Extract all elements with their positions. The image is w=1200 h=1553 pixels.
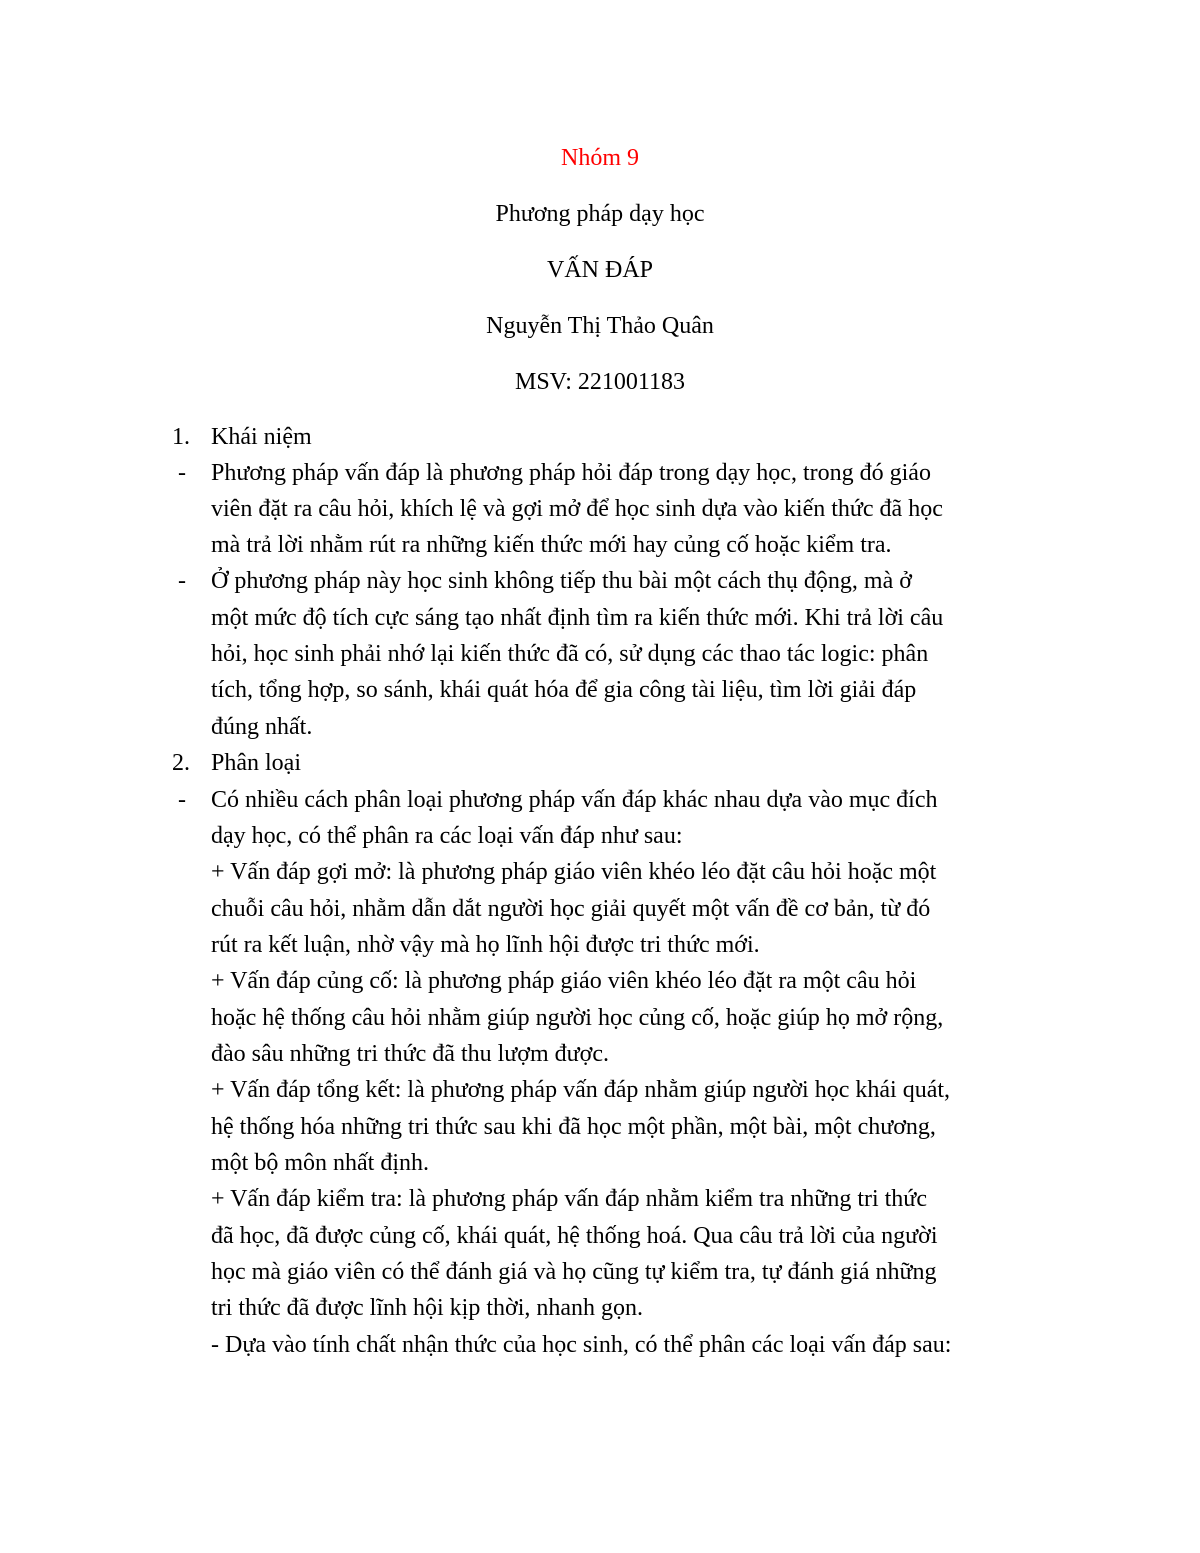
section2-p1-line: - Dựa vào tính chất nhận thức của học sinh, có thể phân các loại vấn đáp sau: [211,1332,952,1358]
section2-p1-line: chuỗi câu hỏi, nhằm dẫn dắt người học giải quyết một vấn đề cơ bản, từ đó [211,896,931,922]
section1-p2-line: tích, tổng hợp, so sánh, khái quát hóa để gia công tài liệu, tìm lời giải đáp [211,677,917,703]
section2-p1-line: + Vấn đáp củng cố: là phương pháp giáo viên khéo léo đặt ra một câu hỏi [211,968,917,994]
author-name: Nguyễn Thị Thảo Quân [486,313,714,339]
section1-p2-line: hỏi, học sinh phải nhớ lại kiến thức đã có, sử dụng các thao tác logic: phân [211,641,929,667]
section2-p1-line: Có nhiều cách phân loại phương pháp vấn đáp khác nhau dựa vào mục đích [211,787,938,813]
section2-p1-line: hoặc hệ thống câu hỏi nhằm giúp người học củng cố, hoặc giúp họ mở rộng, [211,1005,944,1031]
section1-bullet-1: - [178,460,186,486]
section1-title: Khái niệm [211,424,312,450]
section2-p1-line: một bộ môn nhất định. [211,1150,429,1176]
group-title: Nhóm 9 [561,145,639,171]
section1-bullet-2: - [178,568,186,594]
topic-title: VẤN ĐÁP [546,257,653,283]
section1-p1-line: viên đặt ra câu hỏi, khích lệ và gợi mở để học sinh dựa vào kiến thức đã học [211,496,943,522]
section1-p2-line: Ở phương pháp này học sinh không tiếp thu bài một cách thụ động, mà ở [211,568,912,594]
section1-p2-line: đúng nhất. [211,714,313,740]
section2-p1-line: tri thức đã được lĩnh hội kịp thời, nhanh gọn. [211,1295,644,1321]
section2-p1-line: + Vấn đáp kiểm tra: là phương pháp vấn đáp nhằm kiểm tra những tri thức [211,1186,927,1212]
section2-p1-line: đào sâu những tri thức đã thu lượm được. [211,1041,610,1067]
section2-number: 2. [172,750,190,776]
section2-title: Phân loại [211,750,301,776]
subject-title: Phương pháp dạy học [495,201,705,227]
section2-bullet-1: - [178,787,186,813]
section2-p1-line: + Vấn đáp gợi mở: là phương pháp giáo viên khéo léo đặt câu hỏi hoặc một [211,859,937,885]
student-id: MSV: 221001183 [514,369,685,395]
section2-p1-line: học mà giáo viên có thể đánh giá và họ cũng tự kiểm tra, tự đánh giá những [211,1259,937,1285]
section1-number: 1. [172,424,190,450]
section2-p1-line: + Vấn đáp tổng kết: là phương pháp vấn đáp nhằm giúp người học khái quát, [211,1077,951,1103]
section1-p1-line: Phương pháp vấn đáp là phương pháp hỏi đáp trong dạy học, trong đó giáo [211,460,931,486]
section1-p2-line: một mức độ tích cực sáng tạo nhất định tìm ra kiến thức mới. Khi trả lời câu [211,605,944,631]
section1-p1-line: mà trả lời nhằm rút ra những kiến thức mới hay củng cố hoặc kiểm tra. [211,532,892,558]
section2-p1-line: rút ra kết luận, nhờ vậy mà họ lĩnh hội được tri thức mới. [211,932,760,958]
section2-p1-line: hệ thống hóa những tri thức sau khi đã học một phần, một bài, một chương, [211,1114,936,1140]
section2-p1-line: đã học, đã được củng cố, khái quát, hệ thống hoá. Qua câu trả lời của người [211,1223,938,1249]
section2-p1-line: dạy học, có thể phân ra các loại vấn đáp như sau: [211,823,683,849]
